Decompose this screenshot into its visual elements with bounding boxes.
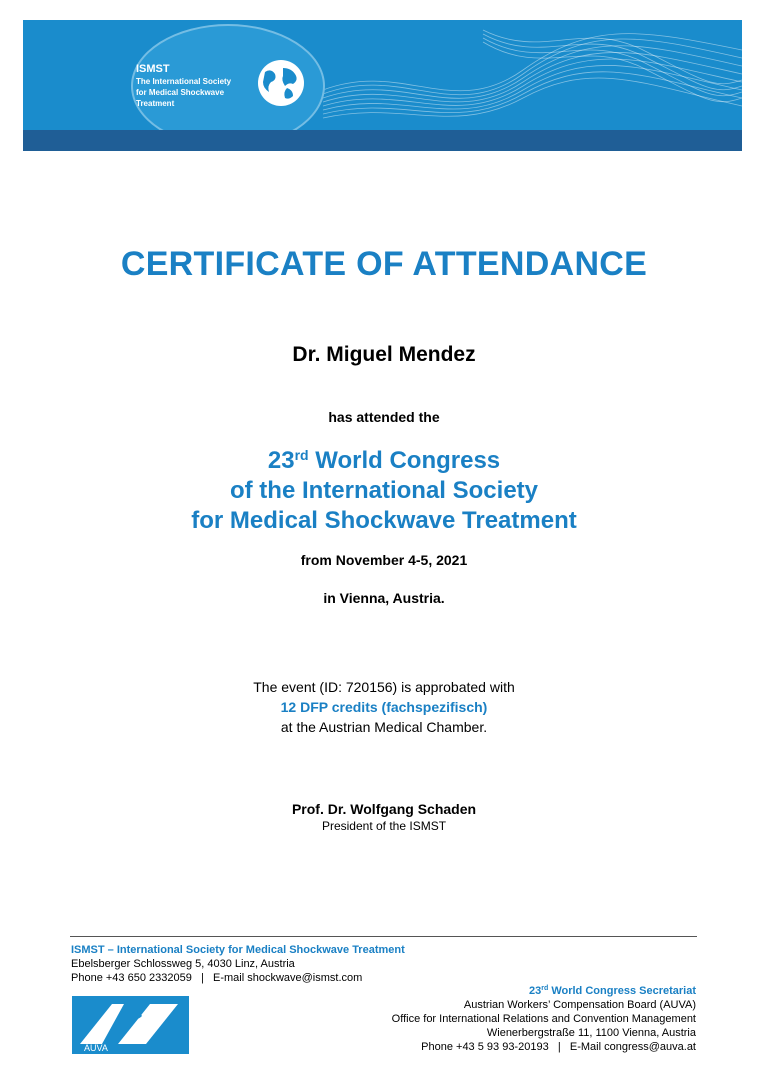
signatory-role: President of the ISMST: [321, 819, 447, 833]
congress-ordinal-suffix: rd: [294, 447, 309, 463]
congress-line2: of the International Society: [229, 477, 539, 504]
event-dates: from November 4-5, 2021: [300, 552, 468, 568]
event-line1: The event (ID: 720156) is approbated with: [253, 679, 515, 695]
footer-address: Ebelsberger Schlossweg 5, 4030 Linz, Austria: [71, 958, 295, 970]
footer-org-name: ISMST – International Society for Medical Shockwave Treatment: [71, 944, 405, 956]
secretariat-ordinal-suffix: rd: [541, 985, 549, 992]
event-line3: at the Austrian Medical Chamber.: [280, 719, 488, 735]
attended-text: has attended the: [328, 409, 440, 425]
secretariat-line3: Wienerbergstraße 11, 1100 Vienna, Austria: [486, 1027, 696, 1039]
ismst-logo-text: [136, 62, 246, 109]
secretariat-line1: Austrian Workers’ Compensation Board (AUVA): [463, 999, 696, 1011]
recipient-name: Dr. Miguel Mendez: [292, 343, 476, 366]
secretariat-title-rest: World Congress Secretariat: [548, 985, 696, 997]
certificate-title: CERTIFICATE OF ATTENDANCE: [120, 245, 648, 283]
congress-line3: for Medical Shockwave Treatment: [191, 507, 577, 534]
header-stripe: [23, 130, 742, 151]
dfp-credits: 12 DFP credits (fachspezifisch): [280, 699, 488, 715]
logo-line1: The International Society: [136, 77, 232, 86]
congress-ordinal-number: 23: [267, 447, 295, 474]
congress-line1: [0, 446, 768, 476]
logo-acronym: ISMST: [136, 63, 170, 75]
globe-icon: [253, 58, 309, 108]
signatory-name: Prof. Dr. Wolfgang Schaden: [291, 801, 477, 817]
footer-divider: [70, 936, 697, 937]
footer-secretariat: [392, 984, 696, 1054]
logo-line3: Treatment: [136, 99, 175, 108]
auva-logo-graphic: [72, 996, 189, 1054]
congress-line1-rest: World Congress: [308, 447, 501, 474]
secretariat-line4: Phone +43 5 93 93-20193 | E-Mail congress@auva.at: [421, 1041, 696, 1053]
secretariat-ordinal-number: 23: [529, 985, 542, 997]
header-banner: [23, 20, 742, 151]
event-approbation: [0, 677, 768, 737]
logo-line2: for Medical Shockwave: [136, 88, 225, 97]
secretariat-title: [392, 984, 696, 998]
auva-logo: [72, 996, 189, 1054]
auva-logo-text: AUVA: [84, 1043, 108, 1053]
secretariat-line2: Office for International Relations and Convention Management: [391, 1013, 696, 1025]
congress-title: [0, 446, 768, 536]
footer-ismst-contact: [71, 943, 405, 985]
event-location: in Vienna, Austria.: [323, 590, 445, 606]
footer-contact: Phone +43 650 2332059 | E-mail shockwave@ismst.com: [71, 972, 363, 984]
